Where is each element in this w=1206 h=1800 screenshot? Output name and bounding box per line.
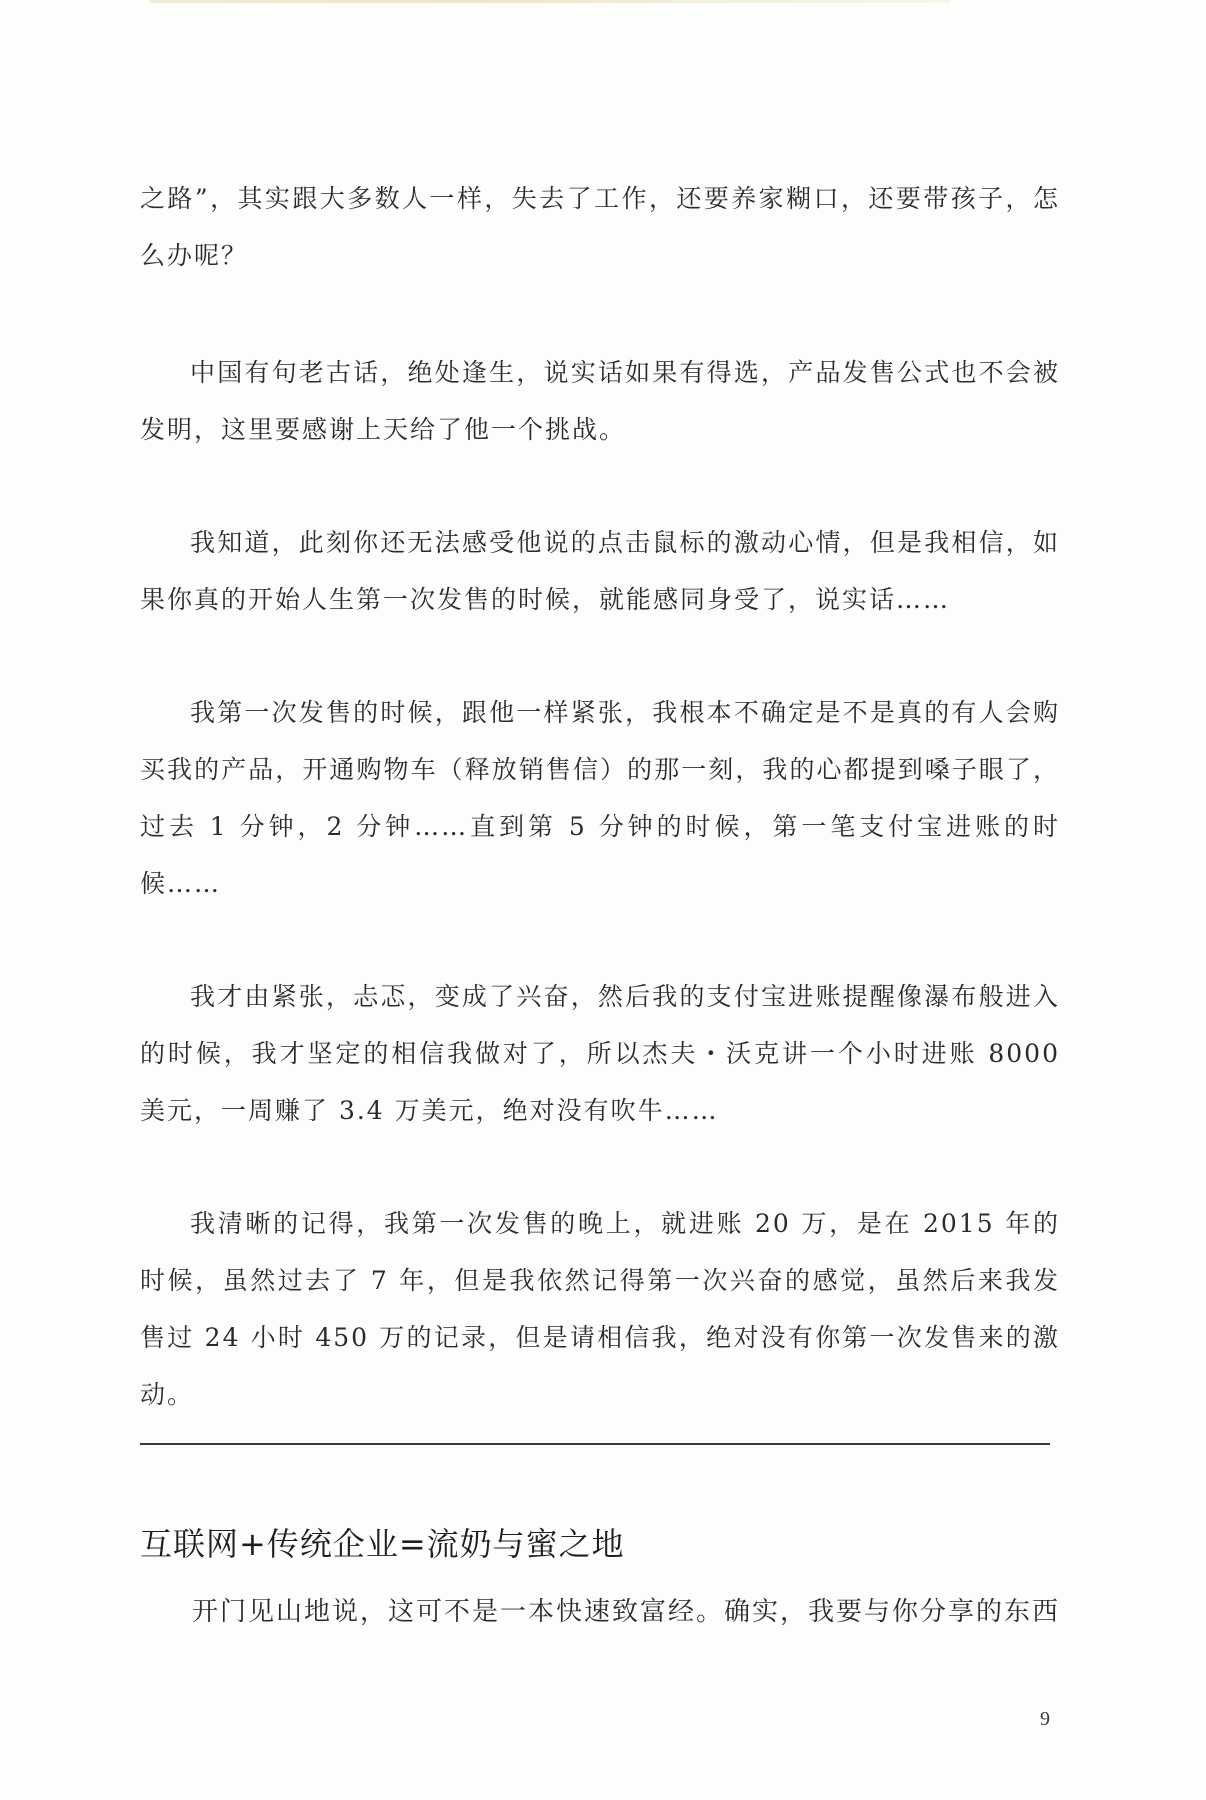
scan-edge-artifact	[150, 0, 950, 3]
page-number: 9	[1040, 1708, 1050, 1730]
paragraph-6: 我清晰的记得，我第一次发售的晚上，就进账 20 万，是在 2015 年的时候，虽然过去了 7 年，但是我依然记得第一次兴奋的感觉，虽然后来我发售过 24 小时 450 万的记录，但是请相信我，绝对没有你第一次发售来的激动。	[140, 1209, 1060, 1409]
paragraph-1: 之路”，其实跟大多数人一样，失去了工作，还要养家糊口，还要带孩子，怎么办呢？	[140, 184, 1060, 270]
paragraph-4: 我第一次发售的时候，跟他一样紧张，我根本不确定是不是真的有人会购买我的产品，开通购物车（释放销售信）的那一刻，我的心都提到嗓子眼了，过去 1 分钟，2 分钟……直到第 5 分钟的时候，第一笔支付宝进账的时候……	[140, 698, 1060, 898]
paragraph-3: 我知道，此刻你还无法感受他说的点击鼠标的激动心情，但是我相信，如果你真的开始人生第一次发售的时候，就能感同身受了，说实话……	[140, 528, 1060, 614]
paragraph-2: 中国有句老古话，绝处逢生，说实话如果有得选，产品发售公式也不会被发明，这里要感谢上天给了他一个挑战。	[140, 358, 1060, 444]
page-content	[140, 170, 1060, 1640]
section-divider	[140, 1443, 1050, 1445]
section-heading: 互联网+传统企业=流奶与蜜之地	[140, 1525, 625, 1563]
section-first-paragraph: 开门见山地说，这可不是一本快速致富经。确实，我要与你分享的东西	[192, 1597, 1061, 1626]
paragraph-5: 我才由紧张，忐忑，变成了兴奋，然后我的支付宝进账提醒像瀑布般进入的时候，我才坚定的相信我做对了，所以杰夫・沃克讲一个小时进账 8000 美元，一周赚了 3.4 万美元，绝对没有吹牛……	[140, 982, 1060, 1125]
